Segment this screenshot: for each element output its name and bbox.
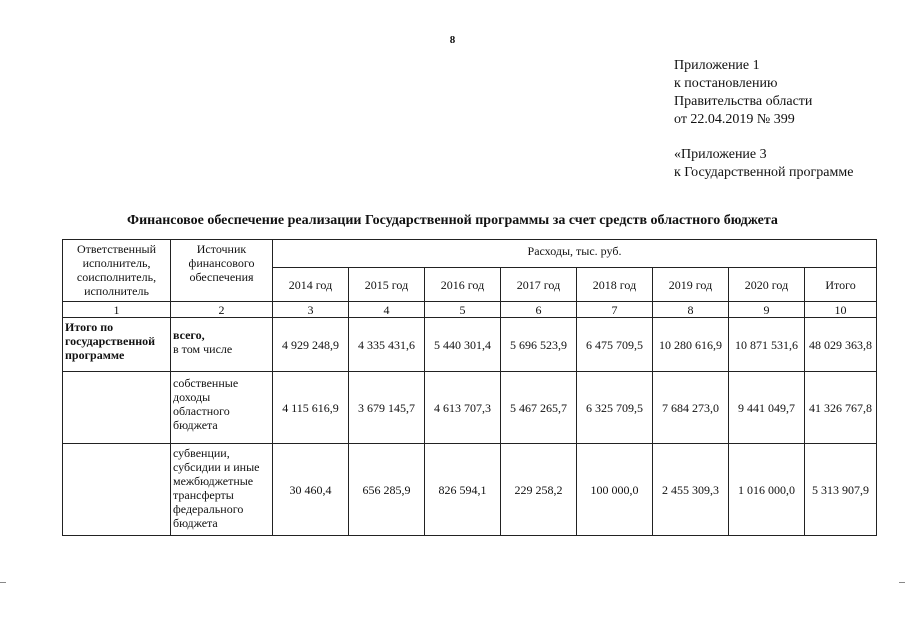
row-value: 48 029 363,8: [805, 318, 877, 372]
row-executor: [63, 444, 171, 536]
row-value: 1 016 000,0: [729, 444, 805, 536]
column-number: 6: [501, 302, 577, 318]
row-value: 100 000,0: [577, 444, 653, 536]
table-row: [63, 372, 877, 444]
column-number: 4: [349, 302, 425, 318]
row-value: 9 441 049,7: [729, 372, 805, 444]
column-number: 2: [171, 302, 273, 318]
header-source: [171, 240, 273, 302]
cell-text: областного: [173, 404, 230, 418]
cell-text: в том числе: [173, 342, 233, 356]
row-value: 229 258,2: [501, 444, 577, 536]
header-text: Источник: [196, 242, 247, 256]
scan-edge-mark-right: [899, 582, 905, 583]
header-row: [63, 240, 877, 268]
row-value: 6 325 709,5: [577, 372, 653, 444]
row-executor: [63, 372, 171, 444]
header-text: исполнитель,: [82, 256, 151, 270]
header-text: финансового: [188, 256, 255, 270]
row-value: 6 475 709,5: [577, 318, 653, 372]
row-source: [171, 444, 273, 536]
header-year: 2016 год: [425, 268, 501, 302]
appendix-line: к Государственной программе: [674, 165, 854, 180]
page-number: 8: [449, 34, 456, 46]
row-value: 41 326 767,8: [805, 372, 877, 444]
cell-text: доходы: [173, 390, 211, 404]
appendix-block-2: [674, 146, 853, 182]
header-text: соисполнитель,: [76, 270, 157, 284]
column-number-row: [63, 302, 877, 318]
cell-text: бюджета: [173, 418, 218, 432]
cell-text: межбюджетные: [173, 474, 254, 488]
header-text: Ответственный: [76, 242, 157, 256]
document-title: Финансовое обеспечение реализации Государственной программы за счет средств областного бюджета: [127, 213, 778, 228]
row-source: [171, 318, 273, 372]
table-row: [63, 444, 877, 536]
row-value: 5 696 523,9: [501, 318, 577, 372]
row-value: 4 115 616,9: [273, 372, 349, 444]
row-value: 826 594,1: [425, 444, 501, 536]
column-number: 3: [273, 302, 349, 318]
cell-text: всего,: [173, 328, 205, 342]
row-value: 10 280 616,9: [653, 318, 729, 372]
row-value: 4 335 431,6: [349, 318, 425, 372]
appendix-line: Правительства области: [674, 94, 813, 109]
row-value: 10 871 531,6: [729, 318, 805, 372]
cell-text: Итого по: [65, 320, 114, 334]
header-text: исполнитель: [84, 284, 149, 298]
cell-text: субвенции,: [173, 446, 230, 460]
cell-text: бюджета: [173, 516, 218, 530]
header-year: 2014 год: [273, 268, 349, 302]
row-value: 2 455 309,3: [653, 444, 729, 536]
header-year: 2020 год: [729, 268, 805, 302]
row-source: [171, 372, 273, 444]
appendix-line: от 22.04.2019 № 399: [674, 112, 795, 127]
row-executor: [63, 318, 171, 372]
appendix-block: [674, 57, 812, 129]
cell-text: трансферты: [173, 488, 234, 502]
column-number: 10: [805, 302, 877, 318]
column-number: 7: [577, 302, 653, 318]
header-year: 2017 год: [501, 268, 577, 302]
column-number: 5: [425, 302, 501, 318]
cell-text: субсидии и иные: [173, 460, 260, 474]
table-row: [63, 318, 877, 372]
cell-text: собственные: [173, 376, 239, 390]
cell-text: программе: [65, 348, 125, 362]
header-year: 2018 год: [577, 268, 653, 302]
scan-edge-mark-left: [0, 582, 6, 583]
financing-table: [62, 239, 877, 536]
header-year: 2015 год: [349, 268, 425, 302]
header-total: Итого: [805, 268, 877, 302]
column-number: 9: [729, 302, 805, 318]
row-value: 5 313 907,9: [805, 444, 877, 536]
row-value: 5 467 265,7: [501, 372, 577, 444]
row-value: 656 285,9: [349, 444, 425, 536]
row-value: 3 679 145,7: [349, 372, 425, 444]
header-year: 2019 год: [653, 268, 729, 302]
appendix-line: «Приложение 3: [674, 147, 767, 162]
header-text: обеспечения: [189, 270, 254, 284]
column-number: 8: [653, 302, 729, 318]
row-value: 5 440 301,4: [425, 318, 501, 372]
column-number: 1: [63, 302, 171, 318]
appendix-line: Приложение 1: [674, 58, 760, 73]
row-value: 7 684 273,0: [653, 372, 729, 444]
cell-text: федерального: [173, 502, 244, 516]
row-value: 4 613 707,3: [425, 372, 501, 444]
header-executor: [63, 240, 171, 302]
cell-text: государственной: [65, 334, 156, 348]
header-expenses: Расходы, тыс. руб.: [273, 240, 877, 268]
appendix-line: к постановлению: [674, 76, 778, 91]
row-value: 30 460,4: [273, 444, 349, 536]
row-value: 4 929 248,9: [273, 318, 349, 372]
